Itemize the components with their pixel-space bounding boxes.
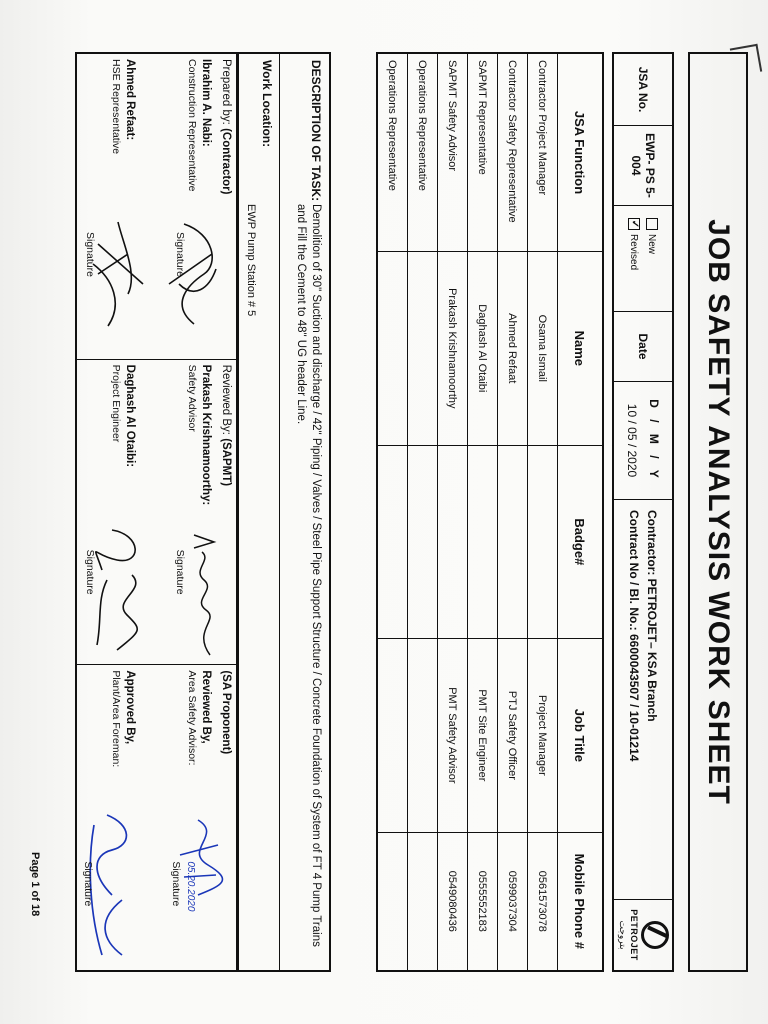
preparer-role: Construction Representative — [186, 59, 198, 192]
table-row — [468, 53, 498, 971]
signature-label: Signature — [174, 232, 186, 277]
col-header: Job Title — [558, 639, 604, 833]
cell-job-title: PTJ Safety Officer — [498, 639, 528, 833]
cell-function: SAPMT Representative — [468, 53, 498, 252]
cell-name: Osama Ismail — [528, 252, 558, 446]
signature-label: Signature — [84, 232, 96, 277]
title-box — [688, 52, 748, 972]
handwritten-date: 05.20.2020 — [185, 861, 196, 912]
table-row — [408, 53, 438, 971]
signature-label: Signature — [174, 549, 186, 595]
contract-number: Contract No / Bl. No.: 6600043507 / 10-01214 — [627, 510, 641, 762]
col-header: JSA Function — [558, 53, 604, 252]
jsa-number: EWP- PS 5-004 — [614, 126, 672, 206]
cell-function: Operations Representative — [377, 53, 408, 252]
header-row — [612, 52, 674, 972]
date-format: D / M / Y — [647, 399, 661, 482]
cell-badge — [438, 445, 468, 639]
cell-function: SAPMT Safety Advisor — [438, 53, 468, 252]
cell-function: Contractor Safety Representative — [498, 53, 528, 252]
rotated-form — [14, 32, 754, 992]
logo-text: PETROJET — [629, 909, 639, 961]
cell-function: Contractor Project Manager — [528, 53, 558, 252]
cell-job-title — [408, 639, 438, 833]
cell-badge — [498, 445, 528, 639]
proponent-heading — [220, 670, 232, 754]
table-row — [498, 53, 528, 971]
jsa-functions-table — [376, 52, 604, 972]
status-revised — [628, 218, 640, 311]
col-header: Name — [558, 252, 604, 446]
table-row — [377, 53, 408, 971]
cell-phone: 0549080436 — [438, 832, 468, 971]
cell-badge — [528, 445, 558, 639]
date-cell — [614, 382, 672, 500]
status-new — [646, 218, 658, 311]
status-new-label: New — [646, 234, 658, 255]
location-value: EWP Pump Station # 5 — [245, 204, 257, 317]
document-title: JOB SAFETY ANALYSIS WORK SHEET — [702, 219, 735, 805]
logo-icon — [641, 921, 669, 949]
cell-function: Operations Representative — [408, 53, 438, 252]
company-logo — [614, 900, 672, 970]
table-row — [528, 53, 558, 971]
signature-label: Signature — [82, 861, 94, 907]
col-header: Badge# — [558, 445, 604, 639]
cell-job-title: PMT Safety Advisor — [438, 639, 468, 833]
status-cell — [614, 206, 672, 312]
cell-badge — [408, 445, 438, 639]
reviewer-name: Prakash Krishnamoorthy: — [200, 364, 212, 506]
prepared-by-heading — [220, 59, 232, 195]
cell-phone: 0561573078 — [528, 832, 558, 971]
reviewed-by-heading — [220, 365, 232, 486]
cell-name: Daghash Al Otaibi — [468, 252, 498, 446]
signature-label: Signature — [170, 861, 182, 907]
cell-phone — [377, 832, 408, 971]
date-value: 10 / 05 / 2020 — [625, 403, 639, 478]
signature-label: Signature — [84, 549, 96, 595]
cell-phone — [408, 832, 438, 971]
signature-block — [75, 52, 237, 972]
jsa-label: JSA No. — [614, 54, 672, 126]
reviewer2-name: Daghash Al Otaibi: — [124, 364, 136, 468]
table-header-row — [558, 53, 604, 971]
prepared-by-party: (Contractor) — [220, 128, 232, 195]
preparer2-role: HSE Representative — [110, 59, 122, 155]
page-number: Page 1 of 18 — [29, 852, 41, 917]
date-label: Date — [614, 312, 672, 382]
approver-label: Approved By, — [124, 670, 136, 745]
reviewer-role: Safety Advisor — [186, 364, 198, 432]
cell-name: Ahmed Refaat — [498, 252, 528, 446]
work-location — [237, 52, 279, 972]
cell-phone: 0555552183 — [468, 832, 498, 971]
col-header: Mobile Phone # — [558, 832, 604, 971]
table-row — [438, 53, 468, 971]
approver-role: Plant/Area Foreman: — [110, 670, 122, 768]
cell-badge — [468, 445, 498, 639]
preparer-name: Ibrahim A. Nabi: — [200, 59, 212, 147]
reviewed-by-label: Reviewed By: — [220, 364, 232, 435]
corner-pen-mark — [730, 44, 762, 76]
location-label: Work Location: — [260, 60, 274, 148]
task-text: Demolition of 30" Suction and discharge / 42" Piping / Valves / Steel Pipe Support Structure / Concrete Foundation of System of FT 4 Pump Trains and Fill the Cement to 48" UG header Line. — [295, 204, 322, 947]
cell-name: Prakash Krishnamoorthy — [438, 252, 468, 446]
status-revised-label: Revised — [628, 234, 640, 271]
handwritten-signature — [162, 214, 224, 334]
proponent-reviewer-role: Area Safety Advisor: — [186, 670, 198, 766]
task-description — [279, 52, 331, 972]
checkbox-new[interactable] — [646, 218, 658, 230]
prepared-by-label: Prepared by: — [220, 59, 232, 125]
contractor-name: Contractor: PETROJET– KSA Branch — [645, 510, 659, 722]
cell-name — [377, 252, 408, 446]
cell-job-title — [377, 639, 408, 833]
prepared-by-column — [77, 54, 236, 360]
contractor-cell — [614, 500, 672, 900]
reviewed-by-party: (SAPMT) — [220, 438, 232, 487]
handwritten-signature — [176, 815, 228, 965]
handwritten-signature — [182, 530, 222, 660]
cell-name — [408, 252, 438, 446]
proponent-party: (SA Proponent) — [220, 670, 232, 755]
cell-phone: 0599037304 — [498, 832, 528, 971]
task-label: DESCRIPTION OF TASK: — [309, 60, 323, 202]
checkbox-revised[interactable]: ✓ — [629, 219, 640, 229]
preparer2-name: Ahmed Refaat: — [124, 59, 136, 141]
reviewer2-role: Project Engineer — [110, 364, 122, 443]
logo-arabic: بتروجت — [618, 920, 628, 950]
proponent-reviewer-label: Reviewed By, — [200, 670, 212, 744]
cell-badge — [377, 445, 408, 639]
cell-job-title: Project Manager — [528, 639, 558, 833]
cell-job-title: PMT Site Engineer — [468, 639, 498, 833]
reviewed-by-column — [77, 360, 236, 666]
proponent-column — [77, 665, 236, 970]
